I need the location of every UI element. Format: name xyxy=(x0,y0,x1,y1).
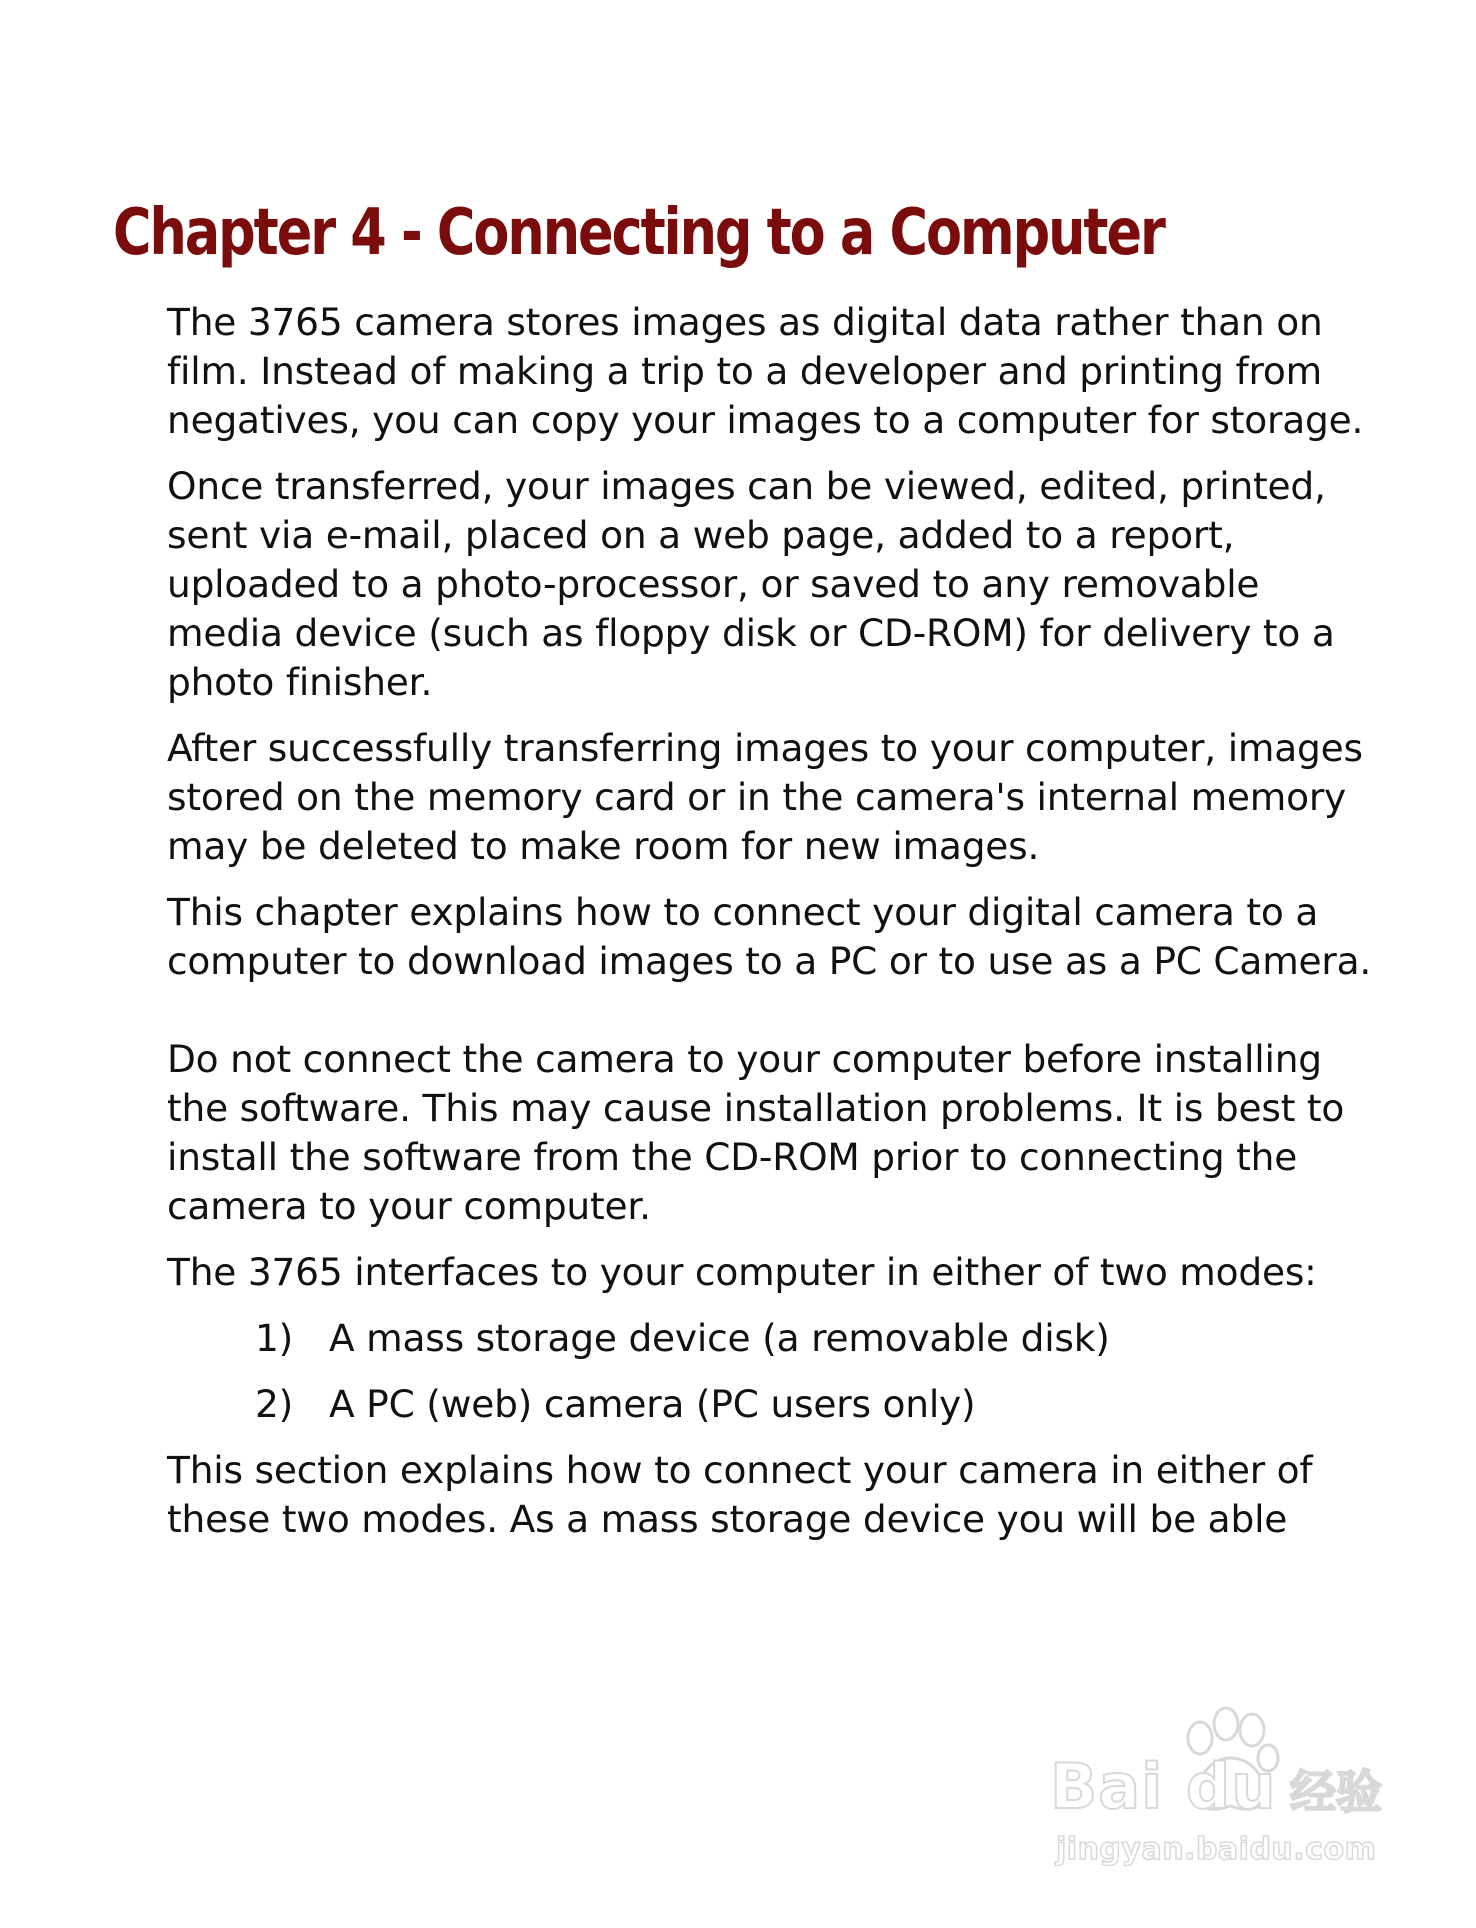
list-item-text: A PC (web) camera (PC users only) xyxy=(329,1382,976,1426)
paragraph-digital-storage: The 3765 camera stores images as digital data rather than on film. Instead of making a trip to a developer and printing from negatives, you can copy your images to a computer for storage. xyxy=(167,300,1364,442)
list-item xyxy=(255,1380,1382,1429)
jingyan-label: 经验 xyxy=(1290,1765,1382,1819)
paragraph-delete-after-transfer: After successfully transferring images to your computer, images stored on the memory card or in the camera's internal memory may be deleted to make room for new images. xyxy=(167,726,1363,868)
watermark-url: jingyan.baidu.com xyxy=(1056,1832,1377,1867)
list-item-number: 1) xyxy=(255,1316,294,1360)
paragraph-install-warning: Do not connect the camera to your computer before installing the software. This may cause installation problems. It is best to install the software from the CD-ROM prior to connecting the camera to your computer. xyxy=(167,1037,1345,1228)
paragraph-section-overview: This section explains how to connect your camera in either of these two modes. As a mass storage device you will be able xyxy=(167,1448,1313,1541)
list-item-text: A mass storage device (a removable disk) xyxy=(329,1316,1110,1360)
paragraph-two-modes-intro: The 3765 interfaces to your computer in either of two modes: xyxy=(167,1250,1317,1294)
paragraph-transfer-uses: Once transferred, your images can be viewed, edited, printed, sent via e-mail, placed on a web page, added to a report, uploaded to a photo-processor, or saved to any removable media device (such as floppy disk or CD-ROM) for delivery to a photo finisher. xyxy=(167,464,1335,704)
list-item-number: 2) xyxy=(255,1382,294,1426)
paragraph-chapter-overview: This chapter explains how to connect your digital camera to a computer to download images to a PC or to use as a PC Camera. xyxy=(167,890,1372,983)
baidu-logo-text: Bai du xyxy=(1050,1750,1277,1823)
modes-list xyxy=(167,1314,1382,1429)
list-item xyxy=(255,1314,1382,1363)
baidu-jingyan-watermark xyxy=(1040,1700,1390,1880)
chapter-body xyxy=(167,298,1382,1561)
chapter-title: Chapter 4 - Connecting to a Computer xyxy=(113,196,1164,270)
